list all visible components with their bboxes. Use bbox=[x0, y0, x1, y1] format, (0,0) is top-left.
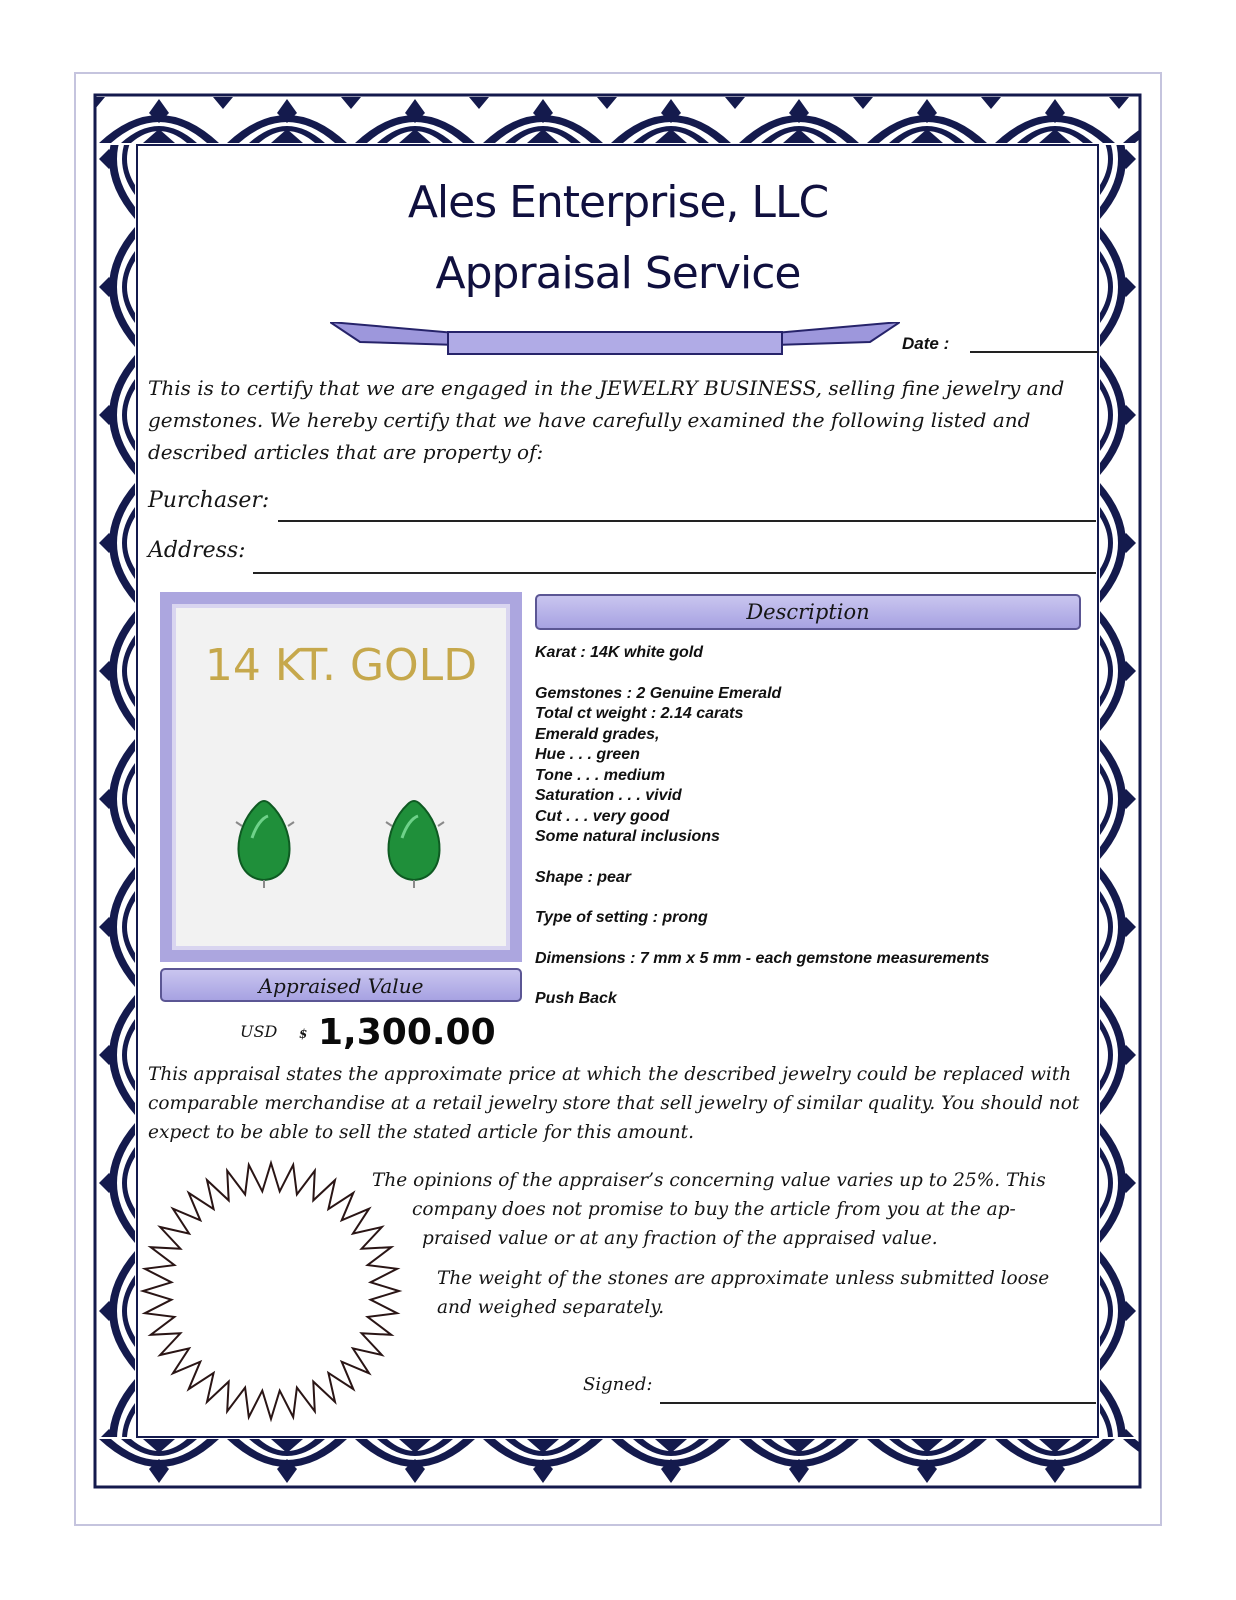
hue-line: Hue . . . green bbox=[535, 746, 640, 763]
dimensions-line bbox=[535, 949, 989, 970]
jewelry-photo bbox=[160, 592, 522, 962]
total-weight-value: 2.14 carats bbox=[660, 705, 744, 722]
description-heading: Description bbox=[535, 594, 1081, 630]
saturation-line: Saturation . . . vivid bbox=[535, 787, 682, 804]
purchaser-label: Purchaser: bbox=[148, 488, 270, 513]
company-title: Ales Enterprise, LLC bbox=[407, 177, 829, 228]
address-label: Address: bbox=[148, 538, 246, 563]
description-details bbox=[535, 643, 989, 1010]
currency-label: USD bbox=[240, 1022, 278, 1041]
emerald-earrings bbox=[172, 604, 510, 950]
grades-line: Emerald grades, bbox=[535, 725, 660, 743]
gold-stamp-text: 14 KT. GOLD bbox=[204, 640, 478, 691]
seal-icon bbox=[138, 1158, 404, 1424]
currency-symbol: $ bbox=[299, 1027, 308, 1041]
total-weight-line bbox=[535, 704, 989, 725]
cut-line: Cut . . . very good bbox=[535, 807, 670, 825]
back-type-line: Push Back bbox=[535, 990, 617, 1007]
dimensions-note: - each gemstone measurements bbox=[745, 949, 990, 967]
signed-label: Signed: bbox=[583, 1374, 653, 1395]
setting-line: Type of setting : prong bbox=[535, 909, 708, 926]
certification-text: This is to certify that we are engaged in the JEWELRY BUSINESS, selling fine jewelry and gemstones. We hereby certify that we have carefully examined the following listed and described articles that are property of: bbox=[148, 376, 1065, 464]
karat-line: Karat : 14K white gold bbox=[535, 644, 704, 661]
tone-line: Tone . . . medium bbox=[535, 766, 666, 784]
opinion-line-3: praised value or at any fraction of the appraised value. bbox=[422, 1228, 938, 1249]
photo-card bbox=[172, 604, 510, 950]
opinion-line-2: company does not promise to buy the article from you at the ap- bbox=[412, 1199, 1016, 1220]
right-earring-icon bbox=[386, 801, 444, 888]
appraised-amount: 1,300.00 bbox=[318, 1012, 496, 1053]
inclusions-line: Some natural inclusions bbox=[535, 828, 720, 845]
opinion-text bbox=[372, 1166, 1072, 1253]
signature-field[interactable] bbox=[660, 1402, 1096, 1404]
ribbon-ornament bbox=[330, 322, 900, 366]
date-label: Date : bbox=[902, 334, 950, 353]
shape-line: Shape : pear bbox=[535, 868, 632, 886]
opinion-line-1: The opinions of the appraiser’s concerning value varies up to 25%. This bbox=[372, 1170, 1046, 1191]
service-title: Appraisal Service bbox=[435, 248, 801, 299]
total-weight-label: Total ct weight : bbox=[535, 705, 657, 722]
dimensions-label: Dimensions : bbox=[535, 949, 636, 967]
address-field[interactable] bbox=[253, 572, 1096, 574]
date-field[interactable] bbox=[970, 351, 1098, 353]
purchaser-field[interactable] bbox=[278, 520, 1096, 522]
dimensions-value: 7 mm x 5 mm bbox=[639, 949, 742, 967]
weight-note: The weight of the stones are approximate unless submitted loose and weighed separately. bbox=[437, 1268, 1050, 1318]
left-earring-icon bbox=[236, 801, 294, 888]
appraised-value-heading: Appraised Value bbox=[160, 968, 522, 1002]
disclaimer-text: This appraisal states the approximate price at which the described jewelry could be replaced with comparable merchandise at a retail jewelry store that sell jewelry of similar quality. You should not expect to be able to sell the stated article for this amount. bbox=[148, 1064, 1080, 1143]
gemstones-line: Gemstones : 2 Genuine Emerald bbox=[535, 684, 782, 702]
